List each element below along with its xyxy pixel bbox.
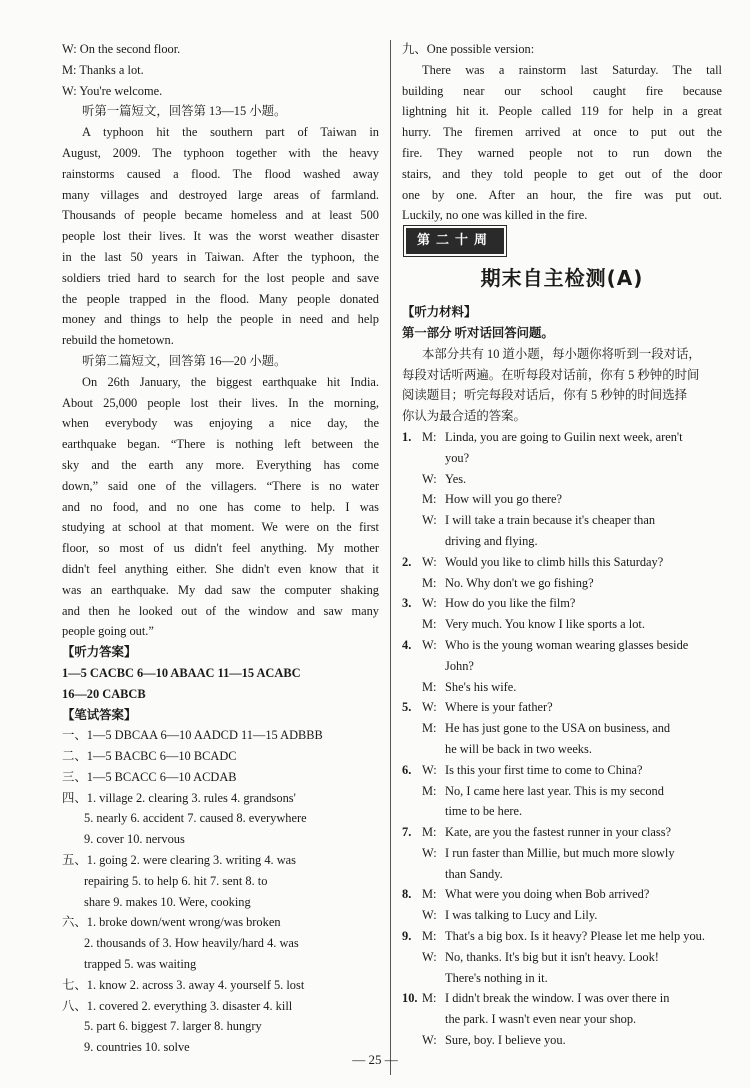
passage-line: August, 2009. The typhoon together with the heavy [62, 145, 379, 160]
passage-line: rebuild the hometown. [62, 333, 174, 348]
dialog-line [402, 552, 722, 573]
question-number [402, 489, 422, 510]
dialog-line [402, 489, 722, 510]
dialog-text: Would you like to climb hills this Saturday? [445, 554, 664, 569]
dialog-text: Linda, you are going to Guilin next week, aren't [445, 429, 683, 444]
answer-line: 五、1. going 2. were clearing 3. writing 4. was [62, 853, 296, 868]
instruction-line: 阅读题目；听完每段对话后，你有 5 秒钟的时间选择 [402, 388, 687, 403]
answer-line: 七、1. know 2. across 3. away 4. yourself 5. lost [62, 977, 305, 992]
passage-line: floor, so most of us didn't feel anything. My mother [62, 541, 379, 556]
passage-line: the people trapped in the flood. Many people donated [62, 291, 379, 306]
passage-line: On 26th January, the biggest earthquake hit India. [82, 374, 379, 389]
question-number [402, 677, 422, 698]
dialog-text: I didn't break the window. I was over there in [445, 991, 670, 1006]
essay-line: fire. They warned people not to run down the [402, 145, 722, 160]
question-number: 7. [402, 825, 412, 840]
dialog-text: Yes. [445, 471, 467, 486]
speaker-label: W: [422, 513, 437, 528]
speaker-label: M: [422, 575, 437, 590]
dialog-line [402, 677, 722, 698]
top-dialog [62, 39, 379, 101]
dialog-line: M: Thanks a lot. [62, 62, 144, 77]
passage2 [62, 372, 379, 642]
dialog-text: Is this your first time to come to China? [445, 762, 643, 777]
question-number [402, 469, 422, 490]
question-number [402, 843, 422, 864]
speaker-label: M: [422, 679, 437, 694]
instructions [402, 344, 722, 427]
dialog-line: W: On the second floor. [62, 42, 181, 56]
speaker-label: W: [422, 554, 437, 569]
answer-line: 2. thousands of 3. How heavily/hard 4. was [84, 936, 299, 951]
written-answers [62, 725, 379, 1058]
speaker-label: M: [422, 617, 437, 632]
dialog-line [402, 926, 722, 947]
passage1-heading: 听第一篇短文，回答第 13—15 小题。 [82, 104, 287, 119]
answer-line: 16—20 CABCB [62, 686, 146, 701]
essay-line: stairs, and they told people to get out of the door [402, 166, 722, 181]
test-title: 期末自主检测(A) [480, 266, 644, 291]
dialog-text: Kate, are you the fastest runner in your class? [445, 825, 672, 840]
dialog-text: Where is your father? [445, 700, 553, 715]
dialog-line [402, 510, 722, 531]
dialog-line [402, 427, 722, 448]
speaker-label: M: [422, 721, 437, 736]
speaker-label: W: [422, 700, 437, 715]
right-column [402, 39, 722, 1051]
question-number: 9. [402, 929, 412, 944]
answer-line: trapped 5. was waiting [84, 957, 197, 972]
passage-line: and no food, and no one has come to help. I was [62, 499, 379, 514]
dialog-text: I run faster than Millie, but much more slowly [445, 845, 675, 860]
dialog-text: I will take a train because it's cheaper than [445, 513, 656, 528]
dialog-text: How do you like the film? [445, 596, 576, 611]
answer-line: 六、1. broke down/went wrong/was broken [62, 915, 281, 930]
question-number: 4. [402, 637, 412, 652]
answer-line: 5. nearly 6. accident 7. caused 8. everywhere [84, 811, 307, 826]
question-number: 3. [402, 596, 412, 611]
question-number [402, 905, 422, 926]
question-number [402, 718, 422, 739]
essay [402, 60, 722, 226]
speaker-label: M: [422, 887, 437, 902]
part1-heading: 第一部分 听对话回答问题。 [402, 325, 554, 340]
passage-line: Thousands of people became homeless and at least 500 [62, 208, 379, 223]
dialog-text: What were you doing when Bob arrived? [445, 887, 650, 902]
question-number [402, 510, 422, 531]
essay-line: lightning hit it. People called 119 for help in a great [402, 104, 722, 119]
speaker-label: M: [422, 929, 437, 944]
answer-line: 一、1—5 DBCAA 6—10 AADCD 11—15 ADBBB [62, 728, 323, 743]
answer-line: 5. part 6. biggest 7. larger 8. hungry [84, 1019, 262, 1034]
section9-heading: 九、One possible version: [402, 42, 535, 56]
passage-line: when everybody was enjoying a nice day, the [62, 416, 379, 431]
speaker-label: W: [422, 762, 437, 777]
dialog-continuation: you? [445, 450, 470, 465]
passage-line: people lost their lives. It was the worst weather disaster [62, 229, 379, 244]
passage-line: in the last 50 years in Taiwan. After the typhoon, the [62, 249, 379, 264]
speaker-label: W: [422, 596, 437, 611]
question-number [402, 573, 422, 594]
dialog-line [402, 843, 722, 864]
answer-line: 二、1—5 BACBC 6—10 BCADC [62, 749, 237, 764]
speaker-label: W: [422, 949, 437, 964]
dialog-continuation: There's nothing in it. [445, 970, 548, 985]
dialog-continuation: he will be back in two weeks. [445, 741, 592, 756]
dialog-text: That's a big box. Is it heavy? Please let me help you. [445, 929, 705, 944]
passage-line: About 25,000 people lost their lives. In the morning, [62, 395, 379, 410]
essay-line: building near our school caught fire because [402, 83, 722, 98]
answer-line: 9. cover 10. nervous [84, 832, 185, 847]
dialog-continuation: than Sandy. [445, 866, 503, 881]
dialog-text: How will you go there? [445, 492, 562, 507]
dialog-line [402, 469, 722, 490]
dialog-continuation: driving and flying. [445, 533, 538, 548]
question-number: 5. [402, 700, 412, 715]
question-number [402, 614, 422, 635]
answer-line: 八、1. covered 2. everything 3. disaster 4. kill [62, 998, 293, 1013]
dialog-line [402, 884, 722, 905]
dialog-line: W: You're welcome. [62, 83, 163, 98]
page-number: — 25 — [352, 1052, 398, 1067]
instruction-line: 本部分共有 10 道小题，每小题你将听到一段对话， [422, 346, 701, 361]
passage-line: money and things to help the people in need and help [62, 312, 379, 327]
speaker-label: M: [422, 783, 437, 798]
passage-line: many villages and destroyed large areas of farmland. [62, 187, 379, 202]
dialog-line [402, 760, 722, 781]
instruction-line: 每段对话听两遍。在听每段对话前，你有 5 秒钟的时间 [402, 367, 700, 382]
passage-line: was an earthquake. My dad saw the computer shaking [62, 582, 379, 597]
speaker-label: M: [422, 492, 437, 507]
answer-line: 三、1—5 BCACC 6—10 ACDAB [62, 769, 237, 784]
dialog-line [402, 822, 722, 843]
dialog-continuation: the park. I wasn't even near your shop. [445, 1012, 637, 1027]
essay-line: hurry. The firemen arrived at once to put out the [402, 125, 722, 140]
question-number [402, 781, 422, 802]
dialog-text: No. Why don't we go fishing? [445, 575, 594, 590]
left-column [62, 39, 379, 1058]
dialog-line [402, 573, 722, 594]
dialog-continuation: time to be here. [445, 804, 523, 819]
speaker-label: W: [422, 1033, 437, 1048]
question-number: 10. [402, 991, 418, 1006]
essay-line: one by one. After an hour, the fire was put out. [402, 187, 722, 202]
dialog-text: No, I came here last year. This is my second [445, 783, 664, 798]
dialog-text: She's his wife. [445, 679, 517, 694]
question-number: 8. [402, 887, 412, 902]
listening-material-heading: 【听力材料】 [402, 305, 477, 320]
passage1 [62, 122, 379, 351]
dialog-line [402, 718, 722, 739]
dialog-text: Sure, boy. I believe you. [445, 1033, 566, 1048]
dialog-line [402, 635, 722, 656]
passage-line: soldiers tried hard to search for the lost people and save [62, 270, 379, 285]
dialog-text: I was talking to Lucy and Lily. [445, 908, 598, 923]
passage-line: people going out.” [62, 624, 154, 639]
dialog-line [402, 988, 722, 1009]
question-number [402, 1030, 422, 1051]
passage2-heading: 听第二篇短文，回答第 16—20 小题。 [82, 353, 287, 368]
passage-line: down,” said one of the villagers. “There is no water [62, 478, 379, 493]
listening-answers [62, 663, 379, 705]
passage-line: rainstorms caused a flood. The flood washed away [62, 166, 379, 181]
dialog-list [402, 427, 722, 1051]
answer-line: repairing 5. to help 6. hit 7. sent 8. to [84, 873, 268, 888]
passage-line: A typhoon hit the southern part of Taiwan in [82, 125, 379, 140]
speaker-label: W: [422, 908, 437, 923]
dialog-text: He has just gone to the USA on business, and [445, 721, 671, 736]
passage-line: studying at school at that moment. We were on the first [62, 520, 379, 535]
passage-line: didn't feel anything either. She didn't even know that it [62, 561, 379, 576]
dialog-text: Who is the young woman wearing glasses beside [445, 637, 689, 652]
dialog-line [402, 947, 722, 968]
dialog-line [402, 593, 722, 614]
dialog-line [402, 781, 722, 802]
speaker-label: M: [422, 825, 437, 840]
instruction-line: 你认为最合适的答案。 [402, 409, 526, 424]
essay-line: There was a rainstorm last Saturday. The tall [422, 62, 722, 77]
question-number: 2. [402, 554, 412, 569]
question-number: 1. [402, 429, 412, 444]
passage-line: and then he looked out of the window and saw many [62, 603, 379, 618]
speaker-label: M: [422, 991, 437, 1006]
dialog-text: Very much. You know I like sports a lot. [445, 617, 645, 632]
written-answers-heading: 【笔试答案】 [62, 707, 137, 722]
passage-line: sky and the earth any more. Everything has come [62, 457, 379, 472]
answer-line: 1—5 CACBC 6—10 ABAAC 11—15 ACABC [62, 665, 301, 680]
answer-line: 9. countries 10. solve [84, 1040, 190, 1055]
speaker-label: W: [422, 471, 437, 486]
answer-line: share 9. makes 10. Were, cooking [84, 894, 251, 909]
dialog-line [402, 1030, 722, 1051]
answer-line: 四、1. village 2. clearing 3. rules 4. grandsons' [62, 790, 296, 805]
dialog-line [402, 697, 722, 718]
dialog-line [402, 614, 722, 635]
dialog-continuation: John? [445, 658, 474, 673]
listening-answers-heading: 【听力答案】 [62, 645, 137, 660]
week-banner: 第二十周 [406, 228, 504, 254]
essay-line: Luckily, no one was killed in the fire. [402, 208, 588, 223]
question-number [402, 947, 422, 968]
question-number: 6. [402, 762, 412, 777]
dialog-text: No, thanks. It's big but it isn't heavy. Look! [445, 949, 659, 964]
dialog-line [402, 905, 722, 926]
speaker-label: W: [422, 637, 437, 652]
column-divider [390, 40, 391, 1075]
speaker-label: W: [422, 845, 437, 860]
passage-line: earthquake began. “There is nothing left between the [62, 437, 379, 452]
speaker-label: M: [422, 429, 437, 444]
